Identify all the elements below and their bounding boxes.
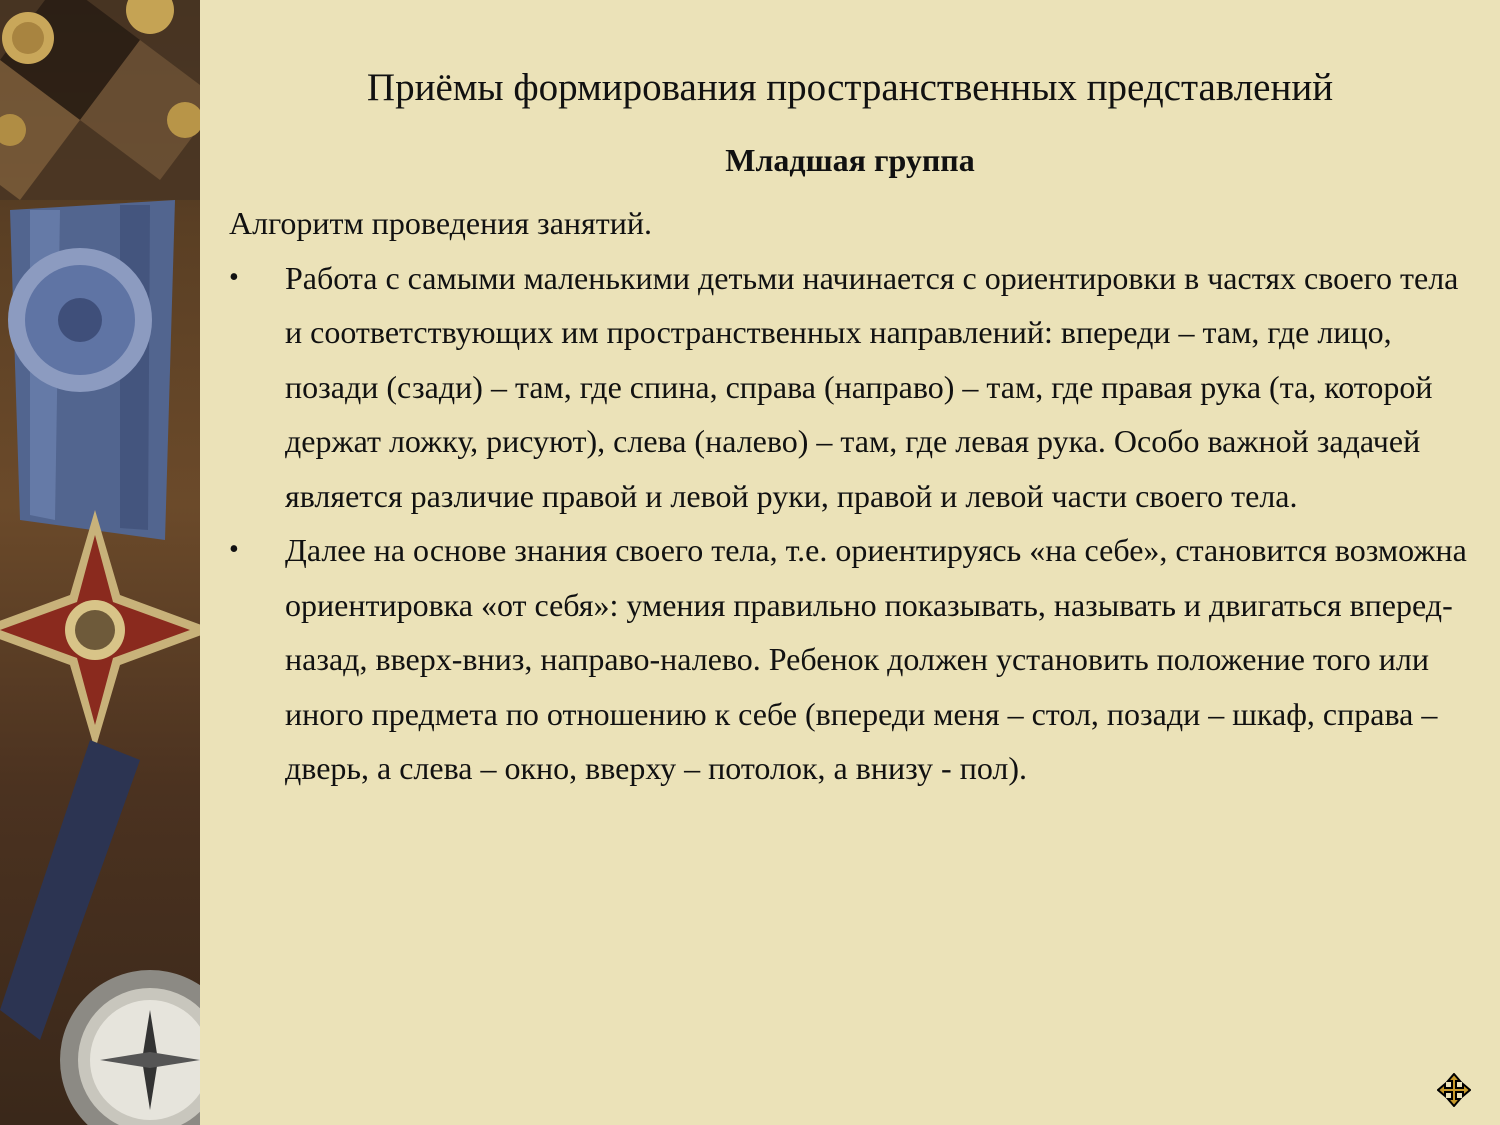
navigation-arrows-icon[interactable] bbox=[1437, 1073, 1471, 1107]
slide-title: Приёмы формирования пространственных представлений bbox=[366, 66, 1334, 110]
slide-subtitle: Младшая группа bbox=[725, 142, 975, 178]
bullet-item bbox=[229, 251, 1469, 524]
bullet-text: Работа с самыми маленькими детьми начинается с ориентировки в частях своего тела и соответствующих им пространственных направлений: впереди – там, где лицо, позади (сзади) – там, где спина, справа (направо) – там, где правая рука (та, которой держат ложку, рисуют), слева (налево) – там, где левая рука. Особо важной задачей является различие правой и левой руки, правой и левой части своего тела. bbox=[285, 259, 1459, 514]
decorative-medals-image bbox=[0, 0, 200, 1125]
bullet-item bbox=[229, 523, 1469, 796]
slide-body bbox=[229, 196, 1469, 796]
bullet-list bbox=[229, 251, 1469, 796]
bullet-marker: • bbox=[229, 261, 239, 293]
intro-text: Алгоритм проведения занятий. bbox=[229, 205, 652, 241]
bullet-marker: • bbox=[229, 534, 239, 565]
bullet-text: Далее на основе знания своего тела, т.е. ориентируясь «на себе», становится возможна ориентировка «от себя»: умения правильно показывать, называть и двигаться вперед-назад, вверх-вниз, направо-налево. Ребенок должен установить положение того или иного предмета по отношению к себе (впереди меня – стол, позади – шкаф, справа – дверь, а слева – окно, вверху – потолок, а внизу - пол). bbox=[285, 532, 1467, 786]
